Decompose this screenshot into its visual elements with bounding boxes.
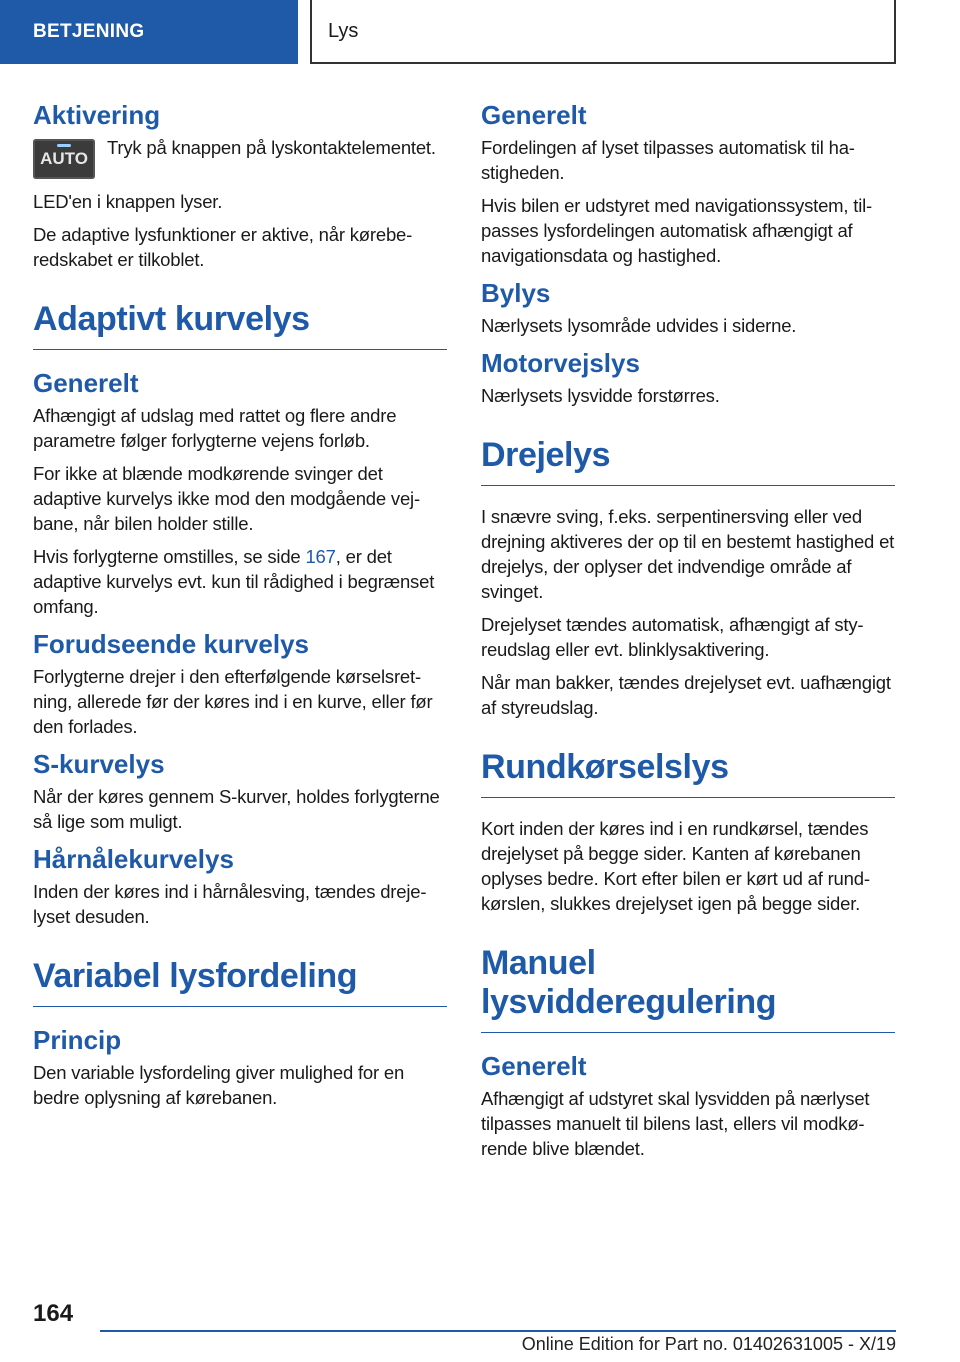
generelt-heading: Generelt bbox=[33, 368, 139, 398]
s-kurvelys-heading: S-kurvelys bbox=[33, 749, 165, 779]
manuel-text: Afhængigt af udstyret skal lysvidden på nærlyset tilpasses manuelt til bilens last, ellers vil modkørende blive blændet. bbox=[481, 1088, 870, 1159]
aktivering-instruction: Tryk på knappen på lyskontaktelementet. bbox=[107, 137, 436, 158]
motorvejslys-text: Nærlysets lysvidde forstørres. bbox=[481, 385, 720, 406]
section-tab: BETJENING bbox=[0, 0, 298, 64]
adaptivt-kurvelys-heading: Adaptivt kurvelys bbox=[33, 300, 447, 350]
generelt-p3-b: , er det adaptive kurvelys evt. kun til rådighed i begrænset omfang. bbox=[33, 546, 435, 617]
forudseende-text: Forlygterne drejer i den efterfølgende kørselsretning, allerede før der køres ind i en kurve, eller før den forlades. bbox=[33, 666, 433, 737]
princip-heading: Princip bbox=[33, 1025, 122, 1055]
variabel-lysfordeling-heading: Variabel lysfordeling bbox=[33, 957, 447, 1007]
auto-button-icon bbox=[33, 139, 95, 179]
drejelys-heading: Drejelys bbox=[481, 436, 895, 486]
bylys-text: Nærlysets lysområde udvides i siderne. bbox=[481, 315, 797, 336]
drejelys-p1: I snævre sving, f.eks. serpentinersving eller ved drejning aktiveres der op til en bestemt hastighed et drejelys, der oplyser det indvendige område af svinget. bbox=[481, 506, 895, 602]
drejelys-p3: Når man bakker, tændes drejelyset evt. uafhængigt af styreudslag. bbox=[481, 672, 891, 718]
princip-text: Den variable lysfordeling giver mulighed for en bedre oplysning af kørebanen. bbox=[33, 1062, 405, 1108]
harnale-heading: Hårnålekurvelys bbox=[33, 844, 234, 874]
aktivering-heading: Aktivering bbox=[33, 100, 161, 130]
s-kurvelys-text: Når der køres gennem S-kurver, holdes forlygterne så lige som muligt. bbox=[33, 786, 440, 832]
generelt-p2: For ikke at blænde modkørende svinger det adaptive kurvelys ikke mod den modgående vejbane, når bilen holder stille. bbox=[33, 463, 421, 534]
page-link-167[interactable]: 167 bbox=[305, 546, 336, 567]
manuel-lysvidde-heading: Manuel lysvidderegulering bbox=[481, 944, 895, 1033]
generelt-right-p2: Hvis bilen er udstyret med navigationssystem, tilpasses lysfordelingen automatisk afhængigt af navigationsdata og hastighed. bbox=[481, 195, 873, 266]
aktivering-row bbox=[33, 135, 447, 179]
chapter-title: Lys bbox=[310, 0, 896, 64]
generelt-p1: Afhængigt af udslag med rattet og flere andre parametre følger forlygterne vejens forløb. bbox=[33, 405, 397, 451]
generelt-right-heading: Generelt bbox=[481, 100, 587, 130]
footer-edition: Online Edition for Part no. 01402631005 - X/19 bbox=[521, 1334, 896, 1354]
generelt-p3-a: Hvis forlygterne omstilles, se side bbox=[33, 546, 306, 567]
aktivering-adaptive: De adaptive lysfunktioner er aktive, når køreberedskabet er tilkoblet. bbox=[33, 224, 413, 270]
generelt-p3 bbox=[33, 544, 447, 619]
generelt-right-p1: Fordelingen af lyset tilpasses automatisk til hastigheden. bbox=[481, 137, 855, 183]
footer-divider bbox=[100, 1330, 896, 1332]
drejelys-p2: Drejelyset tændes automatisk, afhængigt af styreudslag eller evt. blinklysaktivering. bbox=[481, 614, 864, 660]
rundkorselslys-text: Kort inden der køres ind i en rundkørsel, tændes drejelyset på begge sider. Kanten af kørebanen oplyses bedre. Kort efter bilen er kørt ud af rundkørslen, slukkes drejelyset igen på begge sider. bbox=[481, 818, 870, 914]
harnale-text: Inden der køres ind i hårnålesving, tændes drejelyset desuden. bbox=[33, 881, 427, 927]
bylys-heading: Bylys bbox=[481, 278, 551, 308]
motorvejslys-heading: Motorvejslys bbox=[481, 348, 640, 378]
aktivering-led: LED'en i knappen lyser. bbox=[33, 191, 223, 212]
page-number: 164 bbox=[33, 1300, 74, 1327]
right-column bbox=[481, 100, 895, 1169]
left-column bbox=[33, 100, 447, 1118]
auto-label: AUTO bbox=[40, 149, 88, 168]
manuel-generelt-heading: Generelt bbox=[481, 1051, 587, 1081]
forudseende-heading: Forudseende kurvelys bbox=[33, 629, 309, 659]
rundkorselslys-heading: Rundkørselslys bbox=[481, 748, 895, 798]
